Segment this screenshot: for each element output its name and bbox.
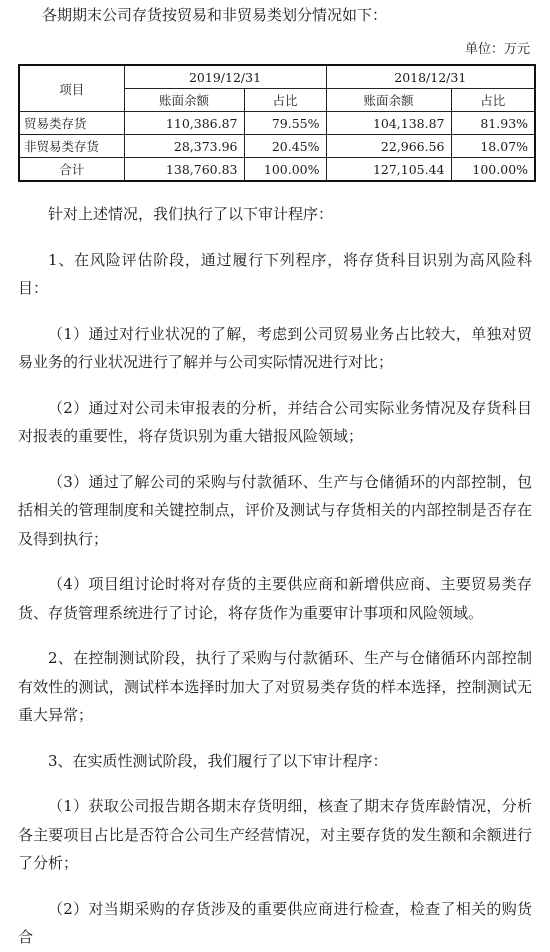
balance-2018: 104,138.87 [326,112,451,135]
row-label: 非贸易类存货 [19,135,124,158]
row-label: 贸易类存货 [19,112,124,135]
total-balance-2019: 138,760.83 [124,158,244,182]
balance-2019: 110,386.87 [124,112,244,135]
intro-text: 各期期末公司存货按贸易和非贸易类划分情况如下： [42,6,388,24]
inventory-table [18,64,536,182]
paragraph: （1）获取公司报告期各期末存货明细，核查了期末存货库龄情况，分析各主要项目占比是否符合公司生产经营情况，对主要存货的发生额和余额进行了分析； [18,797,532,872]
total-share-2018: 100.00% [451,158,535,182]
total-balance-2018: 127,105.44 [326,158,451,182]
header-period-2019: 2019/12/31 [124,65,326,89]
table-header-row [19,65,535,89]
table-row [19,112,535,135]
header-balance-2019: 账面余额 [124,89,244,112]
paragraph: 3、在实质性测试阶段，我们履行了以下审计程序： [48,751,388,770]
share-2019: 20.45% [244,135,326,158]
total-label: 合计 [19,158,124,182]
paragraph: （3）通过了解公司的采购与付款循环、生产与仓储循环的内部控制，包括相关的管理制度和关键控制点，评价及测试与存货相关的内部控制是否存在及得到执行； [18,472,532,548]
header-share-2018: 占比 [451,89,535,112]
balance-2019: 28,373.96 [124,135,244,158]
share-2018: 18.07% [451,135,535,158]
audit-procedures-text [0,200,550,952]
header-item: 项目 [19,65,124,112]
paragraph: （1）通过对行业状况的了解，考虑到公司贸易业务占比较大，单独对贸易业务的行业状况进行了解并与公司实际情况进行对比； [18,324,532,371]
paragraph: 针对上述情况，我们执行了以下审计程序： [48,205,334,223]
header-balance-2018: 账面余额 [326,89,451,112]
share-2019: 79.55% [244,112,326,135]
header-share-2019: 占比 [244,89,326,112]
balance-2018: 22,966.56 [326,135,451,158]
unit-label: 单位：万元 [464,42,530,57]
paragraph: 2、在控制测试阶段，执行了采购与付款循环、生产与仓储循环内部控制有效性的测试，测试样本选择时加大了对贸易类存货的样本选择，控制测试无重大异常； [18,649,532,724]
paragraph: 1、在风险评估阶段，通过履行下列程序，将存货科目识别为高风险科目： [18,250,532,297]
table-row [19,135,535,158]
paragraph: （2）对当期采购的存货涉及的重要供应商进行检查，检查了相关的购货合 [18,899,532,946]
paragraph: （2）通过对公司未审报表的分析，并结合公司实际业务情况及存货科目对报表的重要性，将存货识别为重大错报风险领域； [18,398,532,445]
share-2018: 81.93% [451,112,535,135]
header-period-2018: 2018/12/31 [326,65,535,89]
paragraph: （4）项目组讨论时将对存货的主要供应商和新增供应商、主要贸易类存货、存货管理系统进行了讨论，将存货作为重要审计事项和风险领域。 [18,575,532,622]
table-total-row [19,158,535,182]
total-share-2019: 100.00% [244,158,326,182]
